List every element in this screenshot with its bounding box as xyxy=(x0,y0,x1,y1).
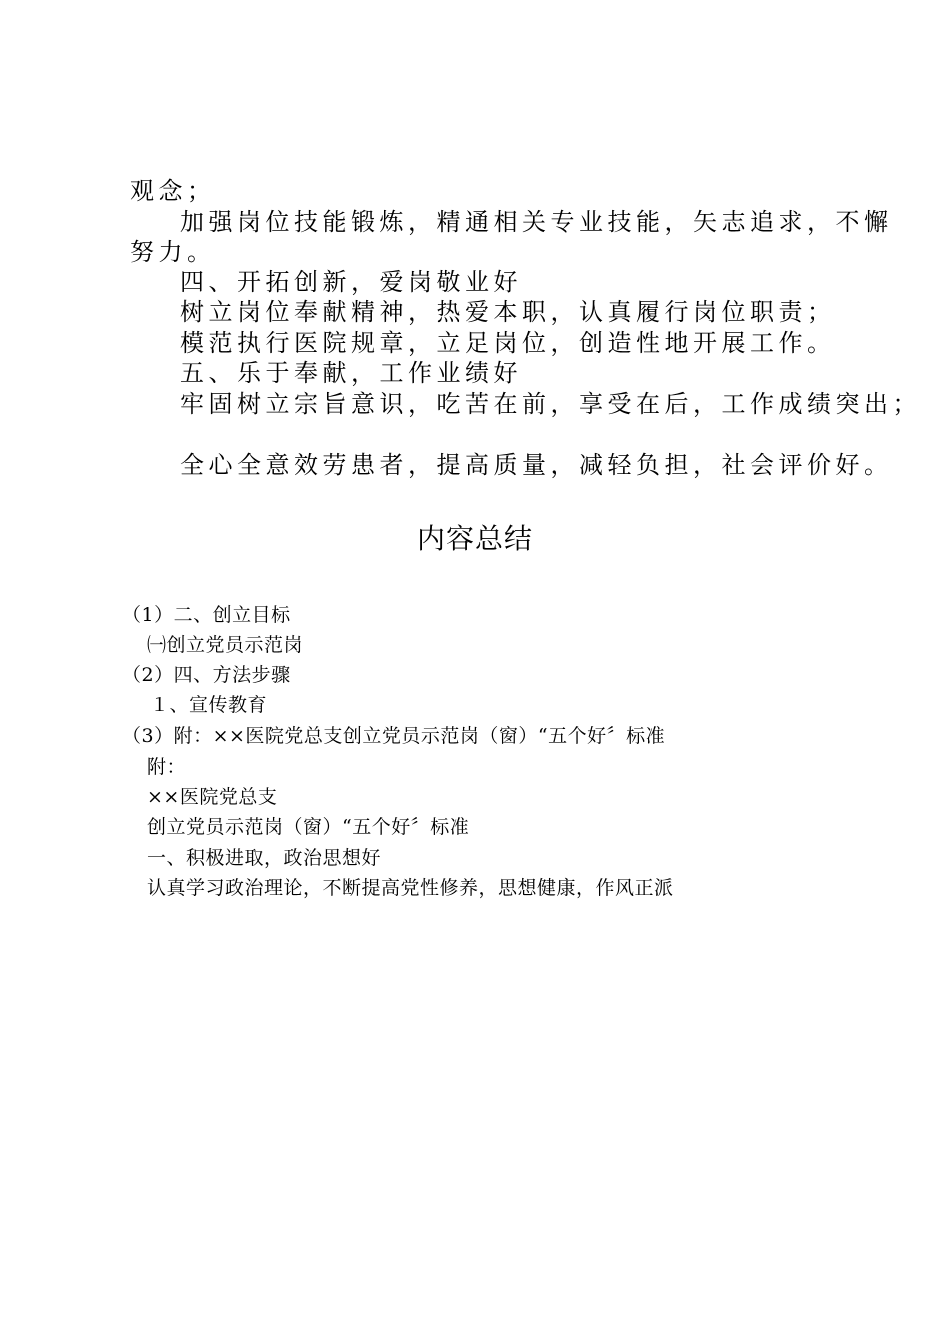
body-line-6: 模范执行医院规章，立足岗位，创造性地开展工作。 xyxy=(180,329,836,357)
body-line-8: 牢固树立宗旨意识，吃苦在前，享受在后，工作成绩突出； xyxy=(180,390,921,418)
section-heading-4: 四、开拓创新，爱岗敬业好 xyxy=(180,268,522,296)
summary-line-6: 附： xyxy=(147,756,187,778)
summary-line-8: 创立党员示范岗（窗）“五个好〞标准 xyxy=(147,816,470,838)
body-line-5: 树立岗位奉献精神，热爱本职，认真履行岗位职责； xyxy=(180,298,836,326)
body-line-3: 努力。 xyxy=(130,238,216,266)
summary-line-3: （2）四、方法步骤 xyxy=(122,664,291,686)
summary-line-10: 认真学习政治理论，不断提高党性修养，思想健康，作风正派 xyxy=(147,877,674,899)
summary-line-1: （1）二、创立目标 xyxy=(122,604,291,626)
summary-line-5: （3）附：××医院党总支创立党员示范岗（窗）“五个好〞标准 xyxy=(122,725,666,747)
summary-line-4: １、宣传教育 xyxy=(150,694,268,716)
body-line-9: 全心全意效劳患者，提高质量，减轻负担，社会评价好。 xyxy=(180,451,893,479)
summary-title: 内容总结 xyxy=(416,522,533,555)
body-line-2: 加强岗位技能锻炼，精通相关专业技能，矢志追求，不懈 xyxy=(180,208,893,236)
section-heading-5: 五、乐于奉献，工作业绩好 xyxy=(180,359,522,387)
body-line-1: 观念； xyxy=(130,177,216,205)
summary-line-7: ××医院党总支 xyxy=(147,786,278,808)
summary-line-2: ㈠创立党员示范岗 xyxy=(147,634,304,656)
summary-line-9: 一、积极进取，政治思想好 xyxy=(147,847,382,869)
